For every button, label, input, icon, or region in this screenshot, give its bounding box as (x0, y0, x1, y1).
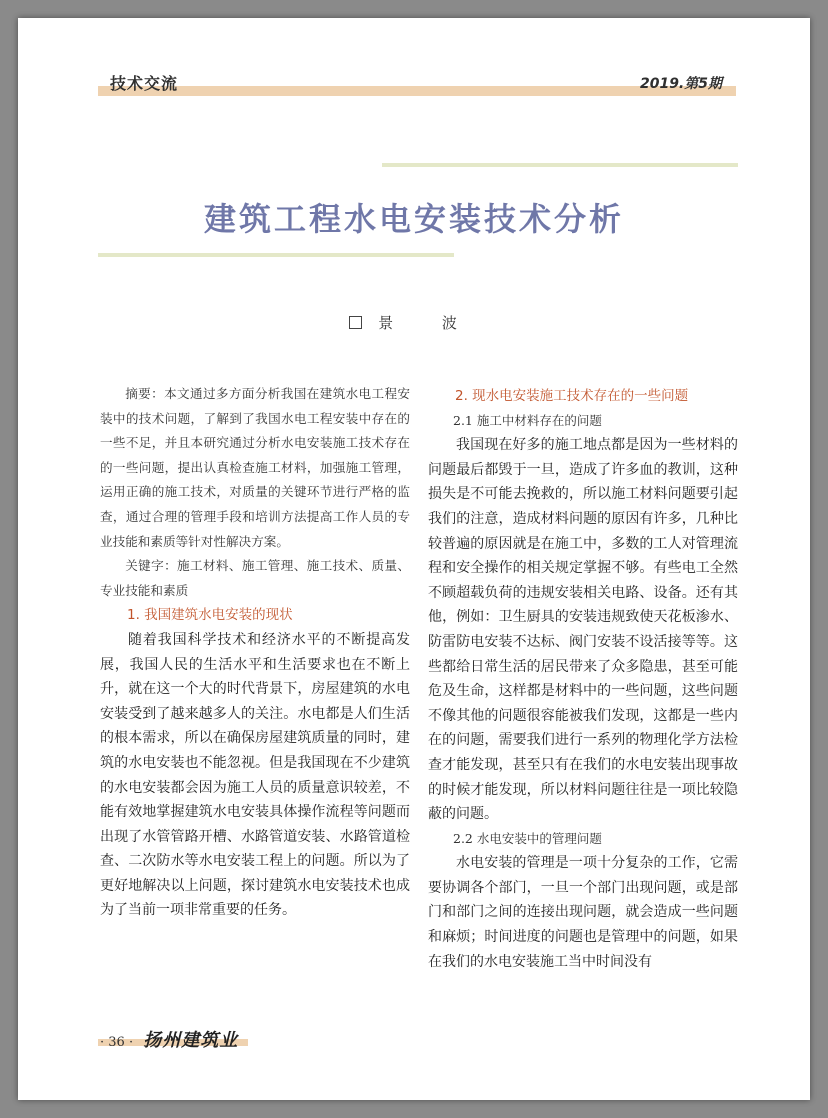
left-column (100, 382, 410, 923)
title-rule-top (382, 163, 738, 167)
subsection-2-2-heading: 2.2 水电安装中的管理问题 (453, 830, 602, 846)
subsection-2-1-body: 我国现在好多的施工地点都是因为一些材料的问题最后都毁于一旦，造成了许多血的教训，这种损失是不可能去挽救的，所以施工材料问题要引起我们的注意，造成材料问题的原因有许多，几种比较普遍的原因就是在施工中，多数的工人对管理流程和安全操作的相关规定掌握不够。有些电工全然不顾超载负荷的违规安装相关电路、设备。还有其他，例如：卫生厨具的安装违规致使天花板渗水、防雷防电安装不达标、阀门安装不设活接等等。这些都给日常生活的居民带来了众多隐患，甚至可能危及生命，这样都是材料中的一些问题，这些问题不像其他的问题很容能被我们发现，这都是一些内在的问题，需要我们进行一系列的物理化学方法检查才能发现，甚至只有在我们的水电安装出现事故的时候才能发现，所以材料问题往往是一项比较隐蔽的问题。 (428, 437, 738, 823)
magazine-name: 扬州建筑业 (143, 1030, 239, 1051)
right-column (428, 384, 738, 974)
column-name: 技术交流 (110, 74, 179, 93)
subsection-2-2-body: 水电安装的管理是一项十分复杂的工作，它需要协调各个部门，一旦一个部门出现问题，或是部门和部门之间的连接出现问题，就会造成一些问题和麻烦；时间进度的问题也是管理中的问题，如果在我们的水电安装施工当中时间没有 (428, 855, 738, 970)
author-box-icon (349, 316, 362, 329)
keywords: 关键字：施工材料、施工管理、施工技术、质量、专业技能和素质 (100, 558, 410, 598)
issue-number: 2019.第5期 (639, 76, 722, 92)
page-number: · 36 · (100, 1035, 134, 1050)
section-1-body: 随着我国科学技术和经济水平的不断提高发展，我国人民的生活水平和生活要求也在不断上升，就在这一个大的时代背景下，房屋建筑的水电安装受到了越来越多人的关注。水电都是人们生活的根本需求，所以在确保房屋建筑质量的同时，建筑的水电安装也不能忽视。但是我国现在不少建筑的水电安装都会因为施工人员的质量意识较差，不能有效地掌握建筑水电安装具体操作流程等问题而出现了水管管路开槽、水路管道安装、水路管道检查、二次防水等水电安装工程上的问题。所以为了更好地解决以上问题，探讨建筑水电安装技术也成为了当前一项非常重要的任务。 (100, 631, 410, 919)
author-line (18, 312, 810, 333)
abstract-text: 摘要：本文通过多方面分析我国在建筑水电工程安装中的技术问题，了解到了我国水电工程安装中存在的一些不足，并且本研究通过分析水电安装施工技术存在的一些问题，提出认真检查施工材料，加强施工管理，运用正确的施工技术，对质量的关键环节进行严格的监查，通过合理的管理手段和培训方法提高工作人员的专业技能和素质等针对性解决方案。 (100, 386, 410, 549)
section-2-heading: 2. 现水电安装施工技术存在的一些问题 (455, 388, 689, 404)
abstract (100, 382, 410, 603)
author-name: 景 波 (378, 314, 479, 332)
subsection-2-1-heading: 2.1 施工中材料存在的问题 (453, 412, 602, 428)
footer (100, 1026, 238, 1052)
section-1-heading: 1. 我国建筑水电安装的现状 (127, 607, 293, 624)
journal-page (18, 18, 810, 1100)
title-rule-bottom (98, 253, 454, 257)
article-title: 建筑工程水电安装技术分析 (203, 200, 624, 238)
